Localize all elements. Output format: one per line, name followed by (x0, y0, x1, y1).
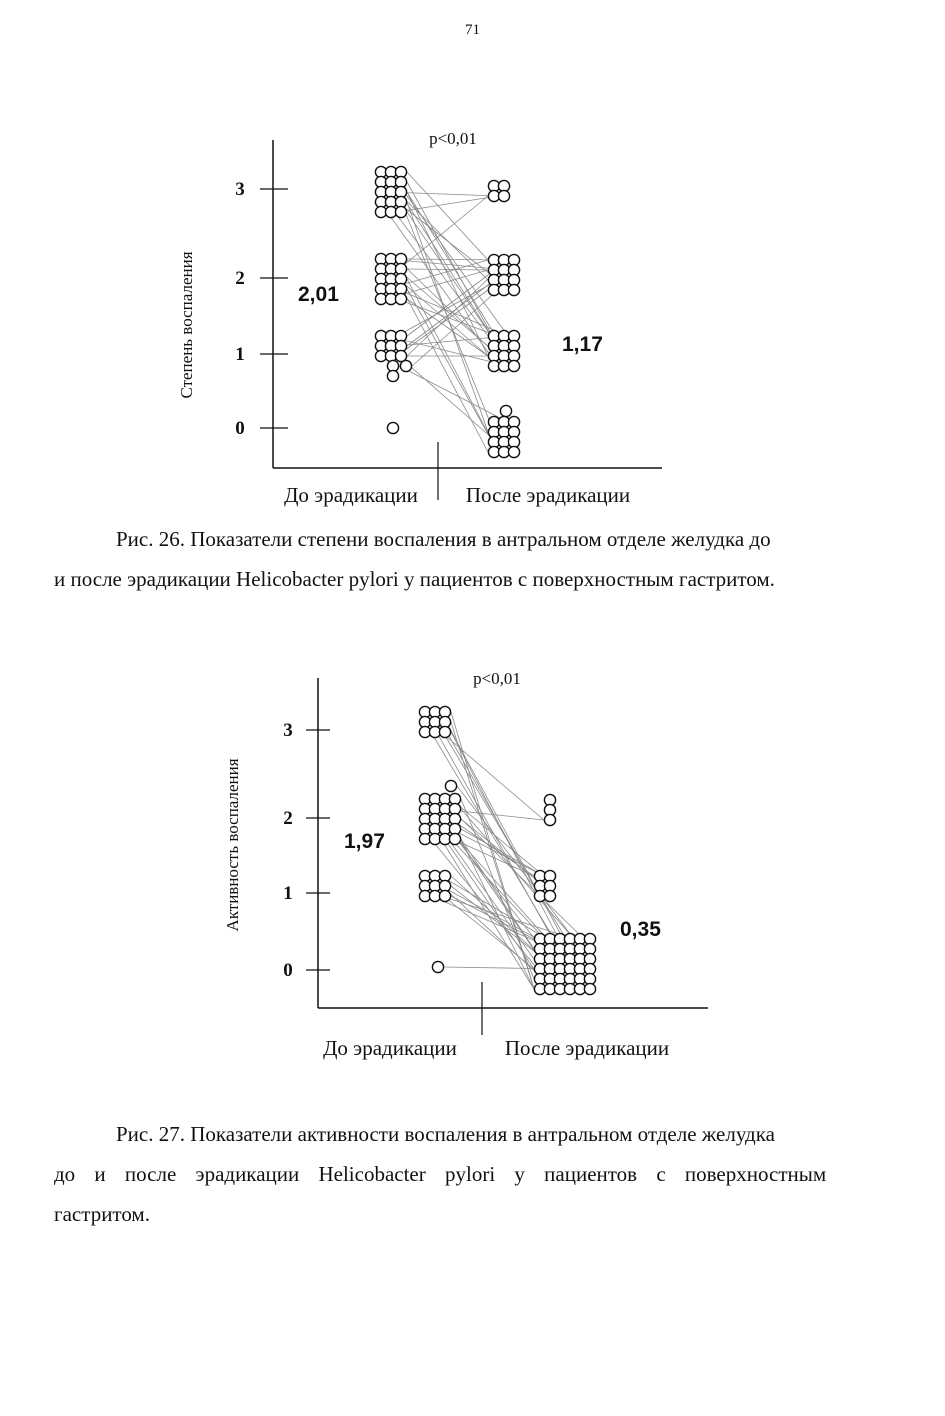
caption-line: и после эрадикации Helicobacter pylori у пациентов с поверхностным гастритом. (54, 567, 775, 591)
pair-line (397, 202, 498, 280)
patient-dot (439, 890, 450, 901)
y-tick-label-2: 2 (235, 268, 245, 289)
y-tick-label-1: 1 (283, 883, 293, 904)
y-tick-label-0: 0 (235, 418, 245, 439)
patient-dot (432, 961, 443, 972)
mean-before: 2,01 (298, 283, 339, 306)
y-tick-label-2: 2 (283, 808, 293, 829)
p-value: p<0,01 (429, 129, 477, 148)
p-value: p<0,01 (473, 669, 521, 688)
y-axis-label: Активность воспаления (223, 758, 242, 932)
patient-dot (439, 726, 450, 737)
pair-line (399, 366, 508, 422)
patient-dot (387, 370, 398, 381)
figure-caption-26 (54, 519, 896, 599)
patient-dot (387, 422, 398, 433)
caption-line: Рис. 26. Показатели степени воспаления в антральном отделе желудка до (116, 527, 771, 551)
group-label-before: До эрадикации (323, 1036, 457, 1060)
pair-line (397, 196, 498, 212)
y-tick-label-3: 3 (283, 720, 293, 741)
patient-dot (508, 446, 519, 457)
mean-after: 1,17 (562, 333, 603, 356)
group-label-after: После эрадикации (465, 483, 631, 507)
mean-after: 0,35 (620, 918, 661, 941)
pair-line (451, 799, 544, 876)
y-axis-label: Степень воспаления (177, 251, 196, 399)
mean-before: 1,97 (344, 830, 385, 853)
patient-dot (445, 780, 456, 791)
caption-line: до и после эрадикации Helicobacter pylori у пациентов с поверхностным (54, 1162, 827, 1186)
pair-line (407, 289, 498, 452)
page-number: 71 (465, 22, 480, 38)
patient-dot (584, 983, 595, 994)
figure-inflammation-activity (0, 660, 945, 1070)
patient-dot (395, 293, 406, 304)
pair-line (461, 829, 544, 876)
patient-dot (544, 814, 555, 825)
figure-caption-27 (54, 1114, 896, 1234)
patient-dot (400, 360, 411, 371)
patient-dot (500, 405, 511, 416)
y-tick-label-0: 0 (283, 960, 293, 981)
y-tick-label-1: 1 (235, 344, 245, 365)
patient-dot (544, 890, 555, 901)
patient-dot (395, 206, 406, 217)
patient-dot (508, 360, 519, 371)
caption-line: Рис. 27. Показатели активности воспаления в антральном отделе желудка (116, 1122, 775, 1146)
pair-line (407, 269, 488, 270)
patient-dot (498, 190, 509, 201)
patient-dot (449, 833, 460, 844)
patient-dot (508, 284, 519, 295)
caption-line: гастритом. (54, 1202, 150, 1226)
figure-inflammation-degree (0, 120, 945, 515)
pair-line (397, 269, 488, 346)
y-tick-label-3: 3 (235, 179, 245, 200)
group-label-after: После эрадикации (504, 1036, 670, 1060)
group-label-before: До эрадикации (284, 483, 418, 507)
pair-line (451, 732, 564, 949)
patient-dots (419, 706, 595, 994)
pair-line (407, 182, 498, 346)
